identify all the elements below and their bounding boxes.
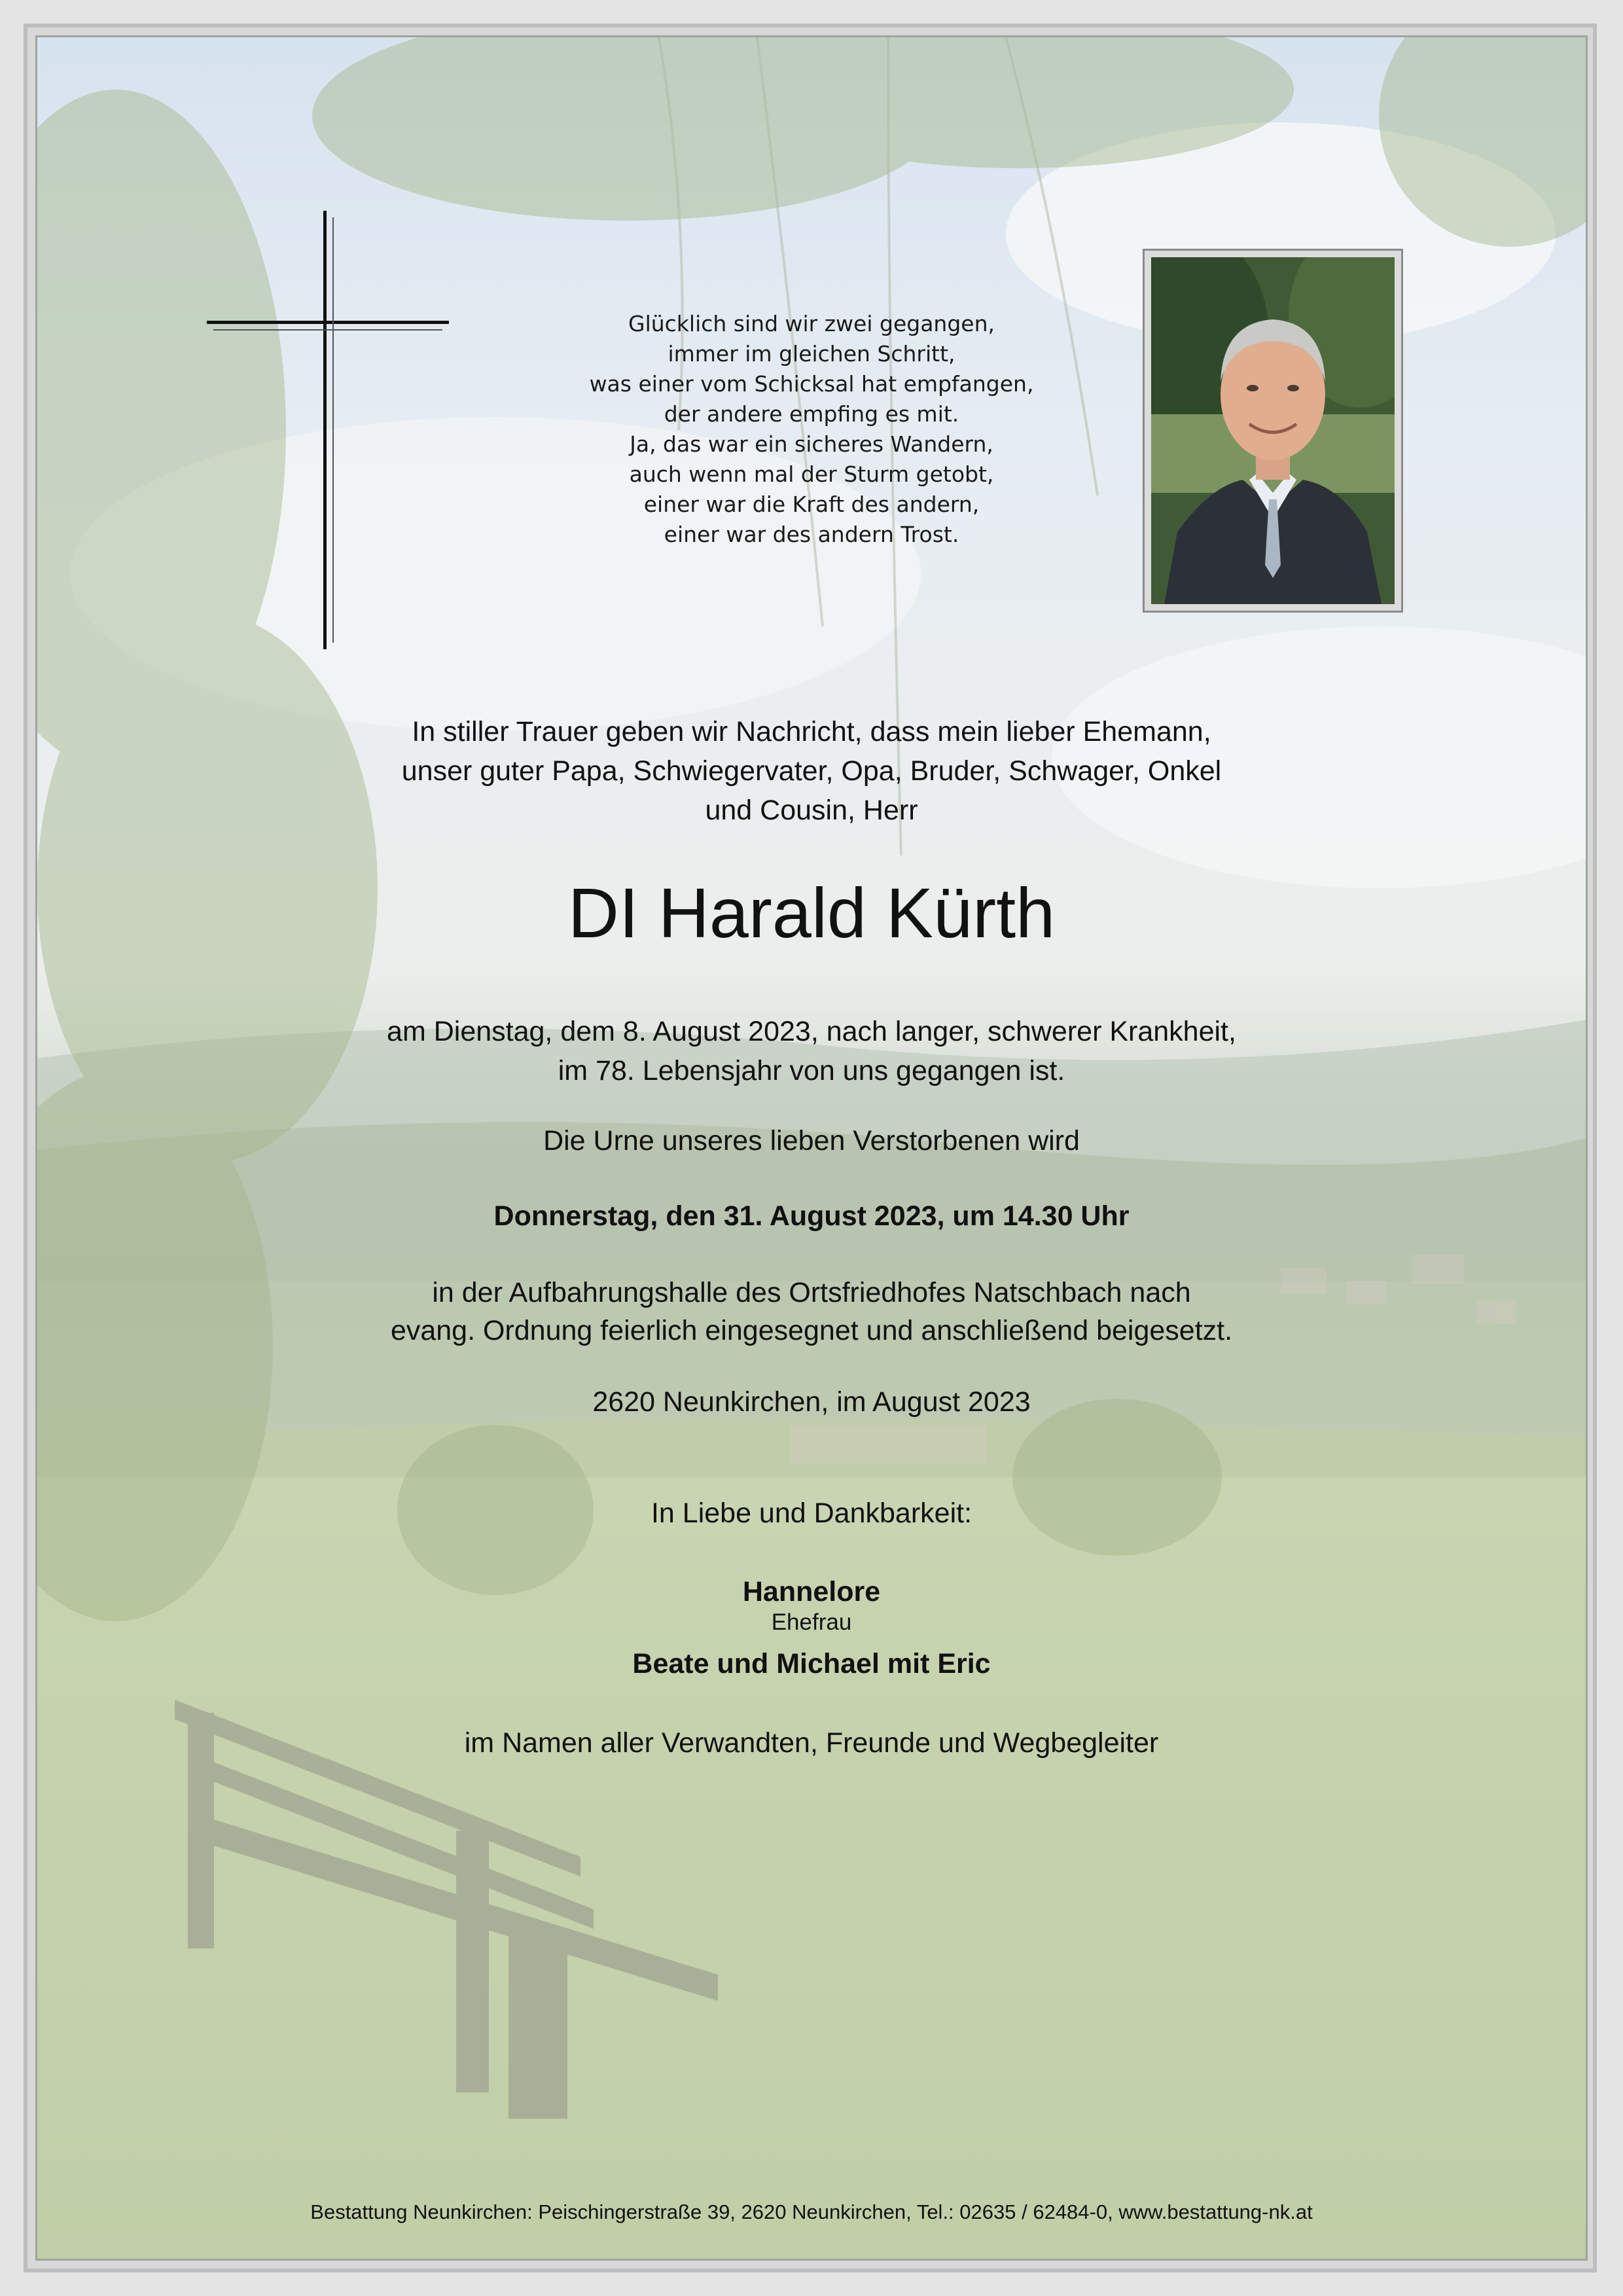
poem-line: immer im gleichen Schritt, [668, 341, 955, 367]
footer-funeral-home: Bestattung Neunkirchen: Peischingerstraße 39, 2620 Neunkirchen, Tel.: 02635 / 62484-0, www.bestattung-nk.at [310, 2200, 1313, 2223]
mourner-name: Beate und Michael mit Eric [632, 1648, 991, 1679]
deceased-name: DI Harald Kürth [567, 873, 1056, 952]
place-date: 2620 Neunkirchen, im August 2023 [592, 1386, 1031, 1418]
death-notice [0, 1012, 1623, 1090]
ceremony-place-line: in der Aufbahrungshalle des Ortsfriedhofes Natschbach nach [432, 1277, 1191, 1308]
poem-line: einer war des andern Trost. [664, 522, 959, 547]
death-notice-line: am Dienstag, dem 8. August 2023, nach langer, schwerer Krankheit, [387, 1016, 1236, 1047]
intro-line: unser guter Papa, Schwiegervater, Opa, Bruder, Schwager, Onkel [401, 755, 1222, 787]
poem-line: einer war die Kraft des andern, [643, 492, 980, 517]
poem-line: der andere empfing es mit. [664, 401, 959, 427]
poem-line: Ja, das war ein sicheres Wandern, [630, 431, 993, 457]
poem [524, 309, 1099, 550]
death-notice-line: im 78. Lebensjahr von uns gegangen ist. [558, 1055, 1065, 1086]
mourner-name: Hannelore [742, 1576, 881, 1607]
intro-line: und Cousin, Herr [705, 795, 918, 826]
poem-line: Glücklich sind wir zwei gegangen, [628, 311, 995, 336]
thanks-line: In Liebe und Dankbarkeit: [651, 1498, 972, 1529]
ceremony-place [0, 1274, 1623, 1350]
ceremony-date: Donnerstag, den 31. August 2023, um 14.30 Uhr [493, 1200, 1130, 1232]
urn-intro: Die Urne unseres lieben Verstorbenen wird [543, 1125, 1080, 1157]
ceremony-place-line: evang. Ordnung feierlich eingesegnet und anschließend beigesetzt. [390, 1315, 1233, 1346]
closing-line: im Namen aller Verwandten, Freunde und Wegbegleiter [464, 1727, 1159, 1759]
mourner-relation: Ehefrau [771, 1609, 852, 1635]
portrait-photo [1143, 249, 1403, 613]
poem-line: auch wenn mal der Sturm getobt, [629, 461, 994, 487]
intro-line: In stiller Trauer geben wir Nachricht, dass mein lieber Ehemann, [412, 716, 1211, 747]
poem-line: was einer vom Schicksal hat empfangen, [589, 371, 1034, 397]
intro-text [0, 712, 1623, 830]
